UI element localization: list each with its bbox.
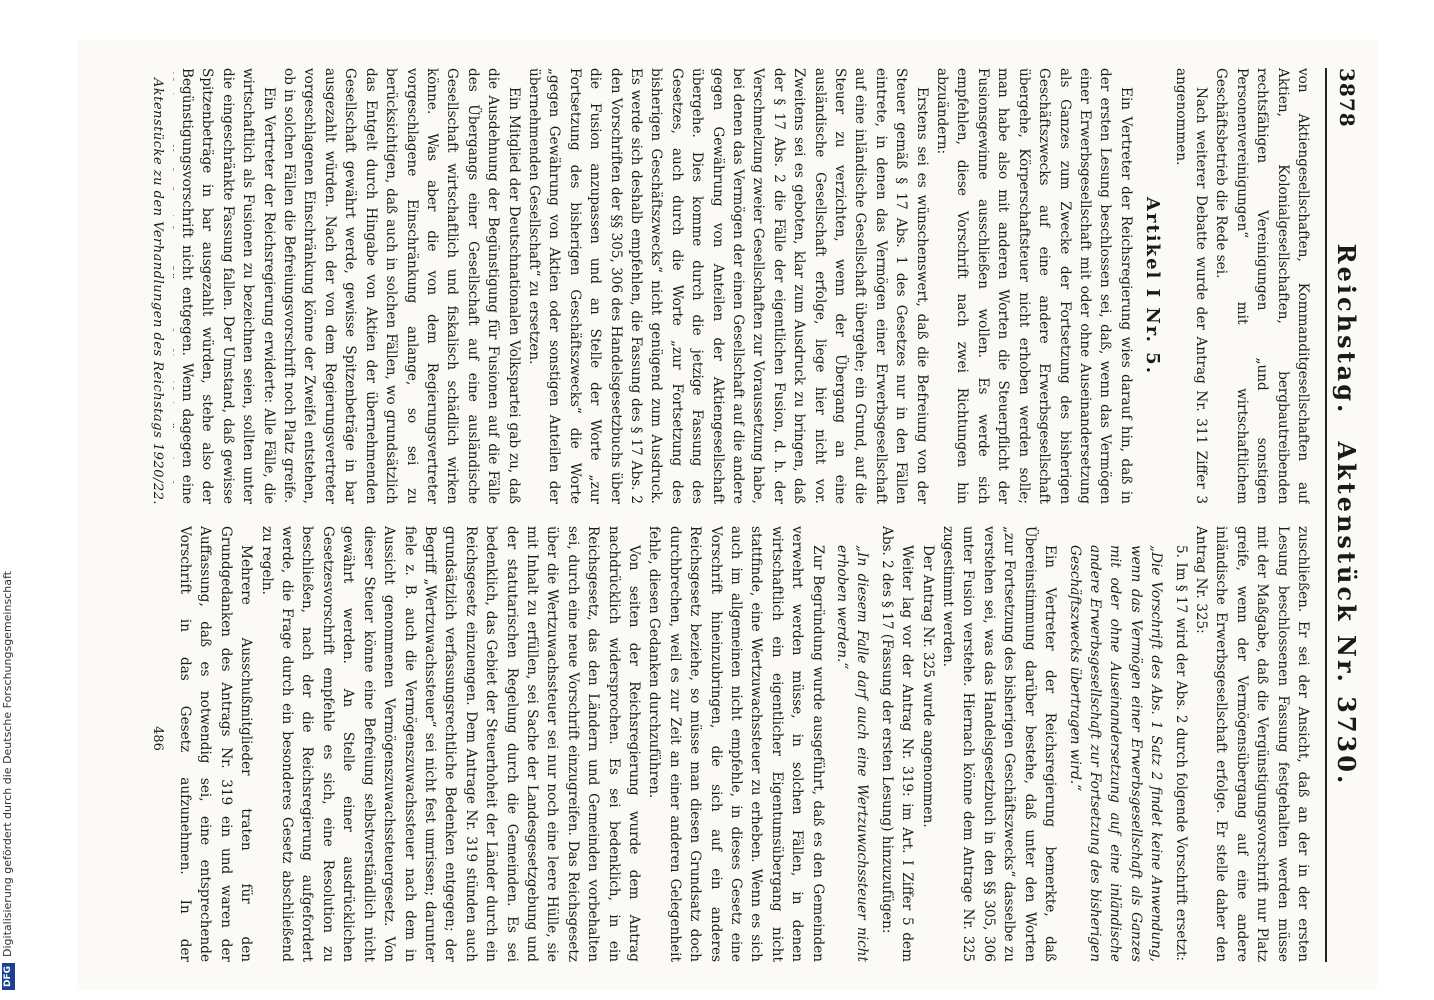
footer-note: Aktenstücke zu den Verhandlungen des Reichstags 1920/22. (150, 77, 165, 506)
header-right: Aktenstück Nr. 3730. (1332, 441, 1362, 787)
paragraph: Ein Vertreter der Reichsregierung wies darauf hin, daß in der ersten Lesung beschlossen sei, daß, wenn das Vermögen einer Erwerbsgesellschaft mit oder ohne Auseinandersetzung als Ganzes zum Zwecke der Fortsetzung des bisherigen Geschäftszwecks auf eine andere Erwerbsgesellschaft übergehe, Körperschaftsteuer nicht erhoben werden solle; man habe also mit anderen Worten die Steuerpflicht der Fusionsgewinne ausschließen wollen. Es werde sich empfehlen, diese Vorschrift nach zwei Richtungen hin abzuändern: (934, 68, 1134, 504)
digitization-caption (0, 0, 16, 990)
page-header (1325, 68, 1367, 962)
paragraph: Erstens sei es wünschenswert, daß die Befreiung von der Steuer gemäß § 17 Abs. 1 des Gesetzes nur in den Fällen eintrete, in denen das Vermögen einer Erwerbsgesellschaft auf eine inländische Gesellschaft übergehe; ein Grund, auf die Steuer zu verzichten, wenn der Übergang an eine ausländische Gesellschaft erfolge, liege hier nicht vor. Zweitens sei es geboten, klar zum Ausdruck zu bringen, daß der § 17 Abs. 2 die Fälle der eigentlichen Fusion, d. h. der Verschmelzung zweier Gesellschaften zur Voraussetzung habe, bei denen das Vermögen der einen Gesellschaft auf die andere gegen Gewährung von Anteilen der Aktiengesellschaft übergehe. Dies komme durch die jetzige Fassung des Gesetzes, auch durch die Worte „zur Fortsetzung des bisherigen Geschäftszwecks“ nicht genügend zum Ausdruck. Es werde sich deshalb empfehlen, die Fassung des § 17 Abs. 2 den Vorschriften der §§ 305, 306 des Handelsgesetzbuchs über die Fusion anzupassen und an Stelle der Worte „zur Fortsetzung des bisherigen Geschäftszwecks“ die Worte „gegen Gewährung von Aktien oder sonstigen Anteilen der übernehmenden Gesellschaft“ zu ersetzen. (525, 68, 930, 504)
paragraph: Mehrere Ausschußmitglieder traten für den Grundgedanken des Antrags Nr. 319 ein und waren der Auffassung, daß es notwendig sei, eine entsprechende Vorschrift in das Gesetz aufzunehmen. In der (177, 526, 255, 962)
paragraph: Ein Mitglied der Deutschnationalen Volkspartei gab zu, daß die Ausdehnung der Begünstigung für Fusionen auf die Fälle des Übergangs einer Gesellschaft auf eine ausländische Gesellschaft wirtschaftlich und fiskalisch schädlich wirken könne. Was aber die von dem Regierungsvertreter vorgeschlagene Einschränkung anlange, so sei zu berücksichtigen, daß auch in solchen Fällen, wo grundsätzlich das Entgelt durch Hingabe von Aktien der übernehmenden Gesellschaft gewährt werde, gewisse Spitzenbeträge in bar ausgezahlt würden. Nach der von dem Regierungsvertreter vorgeschlagenen Einschränkung könne der Zweifel entstehen, ob in solchen Fällen die Befreiungsvorschrift noch Platz greife. (281, 68, 522, 504)
paragraph: von Aktiengesellschaften, Kommanditgesellschaften auf Aktien, Kolonialgesellschaften, bergbautreibenden rechtsfähigen Vereinigungen „und sonstigen Personenvereinigungen“ mit wirtschaftlichem Geschäftsbetrieb die Rede sei. (1213, 68, 1311, 504)
paragraph: Weiter lag vor der Antrag Nr. 319: im Art. I Ziffer 5 dem Abs. 2 des § 17 (Fassung der ersten Lesung) hinzuzufügen: (878, 526, 916, 962)
quoted-provision: „In diesem Falle darf auch eine Wertzuwachssteuer nicht erhoben werden.“ (834, 545, 871, 962)
paragraph: Nach weiterer Debatte wurde der Antrag Nr. 311 Ziffer 3 angenommen. (1172, 68, 1209, 504)
page-footer (133, 68, 173, 962)
paragraph: 5. Im § 17 wird der Abs. 2 durch folgende Vorschrift ersetzt: (1172, 545, 1189, 962)
quoted-provision: „Die Vorschrift des Abs. 1 Satz 2 findet keine Anwendung, wenn das Vermögen einer Erwerbsgesellschaft als Ganzes mit oder ohne Auseinandersetzung auf eine inländische andere Erwerbsgesellschaft zur Fortsetzung des bisherigen Geschäftszwecks übertragen wird.“ (1066, 545, 1165, 962)
page-number: 3878 (1335, 68, 1359, 128)
right-column (173, 526, 1313, 962)
digitization-text: Digitalisierung gefördert durch die Deutsche Forschungsgemeinschaft (1, 571, 14, 957)
paragraph: Von seiten der Reichsregierung wurde dem Antrag nachdrücklich widersprochen. Es sei bedenklich, in ein Reichsgesetz, das den Ländern und Gemeinden vorbehalten sei, durch eine neue Vorschrift einzugreifen. Das Reichsgesetz über die Wertzuwachssteuer sei nur noch eine leere Hülle, sie mit Inhalt zu erfüllen, sei Sache der Landesgesetzgebung und der statutarischen Regelung durch die Gemeinden. Es sei bedenklich, das Gebiet der Steuerhoheit der Länder durch ein Reichsgesetz einzuengen. Dem Antrage Nr. 319 stünden auch grundsätzlich verfassungsrechtliche Bedenken entgegen; der Begriff „Wertzuwachssteuer“ sei nicht fest umrissen; darunter fiele z. B. auch die Vermögenszuwachssteuer nach dem in Aussicht genommenen Vermögenszuwachssteuergesetz. Von dieser Steuer könne eine Befreiung selbstverständlich nicht gewährt werden. An Stelle einer ausdrücklichen Gesetzesvorschrift empfehle es sich, eine Resolution zu beschließen, nach der die Reichsregierung aufgefordert werde, die Frage durch ein besonderes Gesetz abschließend zu regeln. (258, 526, 642, 962)
paragraph: Zur Begründung wurde ausgeführt, daß es den Gemeinden verwehrt werden müsse, in solchen Fällen, in denen wirtschaftlich ein eigentlicher Eigentumsübergang nicht stattfinde, eine Wertzuwachssteuer zu erheben. Wenn es sich auch im allgemeinen nicht empfehle, in dieses Gesetz eine Vorschrift hineinzubringen, die sich auf ein anderes Reichsgesetz beziehe, so müsse man diesen Grundsatz doch durchbrechen, weil es zur Zeit an einer anderen Gelegenheit fehle, diesen Gedanken durchzuführen. (646, 526, 826, 962)
document-page (77, 40, 1377, 990)
paragraph: Ein Vertreter der Reichsregierung erwiderte: Alle Fälle, die wirtschaftlich als Fusionen zu bezeichnen seien, sollten unter die eingeschränkte Fassung fallen. Der Umstand, daß gewisse Spitzenbeträge in bar ausgezahlt würden, stehe also der Begünstigungsvorschrift nicht entgegen. Wenn dagegen eine (179, 68, 277, 504)
paragraph: Ein Vertreter der Reichsregierung bemerkte, daß Übereinstimmung darüber bestehe, daß unter den Worten „zur Fortsetzung des bisherigen Geschäftszwecks“ dasselbe zu verstehen sei, was das Handelsgesetzbuch in den §§ 305, 306 unter Fusion verstehe. Hiernach könne dem Antrage Nr. 325 zugestimmt werden. (940, 526, 1059, 962)
text-columns (173, 68, 1313, 962)
dfg-logo-icon: DFG (2, 963, 15, 990)
section-heading: Artikel I Nr. 5. (1142, 197, 1164, 375)
header-left: Reichstag. (1332, 243, 1362, 416)
sheet-number: 486 (150, 726, 165, 751)
left-column (173, 68, 1313, 504)
header-title (1333, 244, 1362, 787)
paragraph: zuschließen. Er sei der Ansicht, daß an der in der ersten Lesung beschlossenen Fassung festgehalten werden müsse mit der Maßgabe, daß die Vergünstigungsvorschrift nur Platz greife, wenn der Vermögensübergang auf eine andere inländische Erwerbsgesellschaft erfolge. Er stelle daher den Antrag Nr. 325: (1192, 526, 1311, 962)
paragraph: Der Antrag Nr. 325 wurde angenommen. (919, 545, 936, 828)
